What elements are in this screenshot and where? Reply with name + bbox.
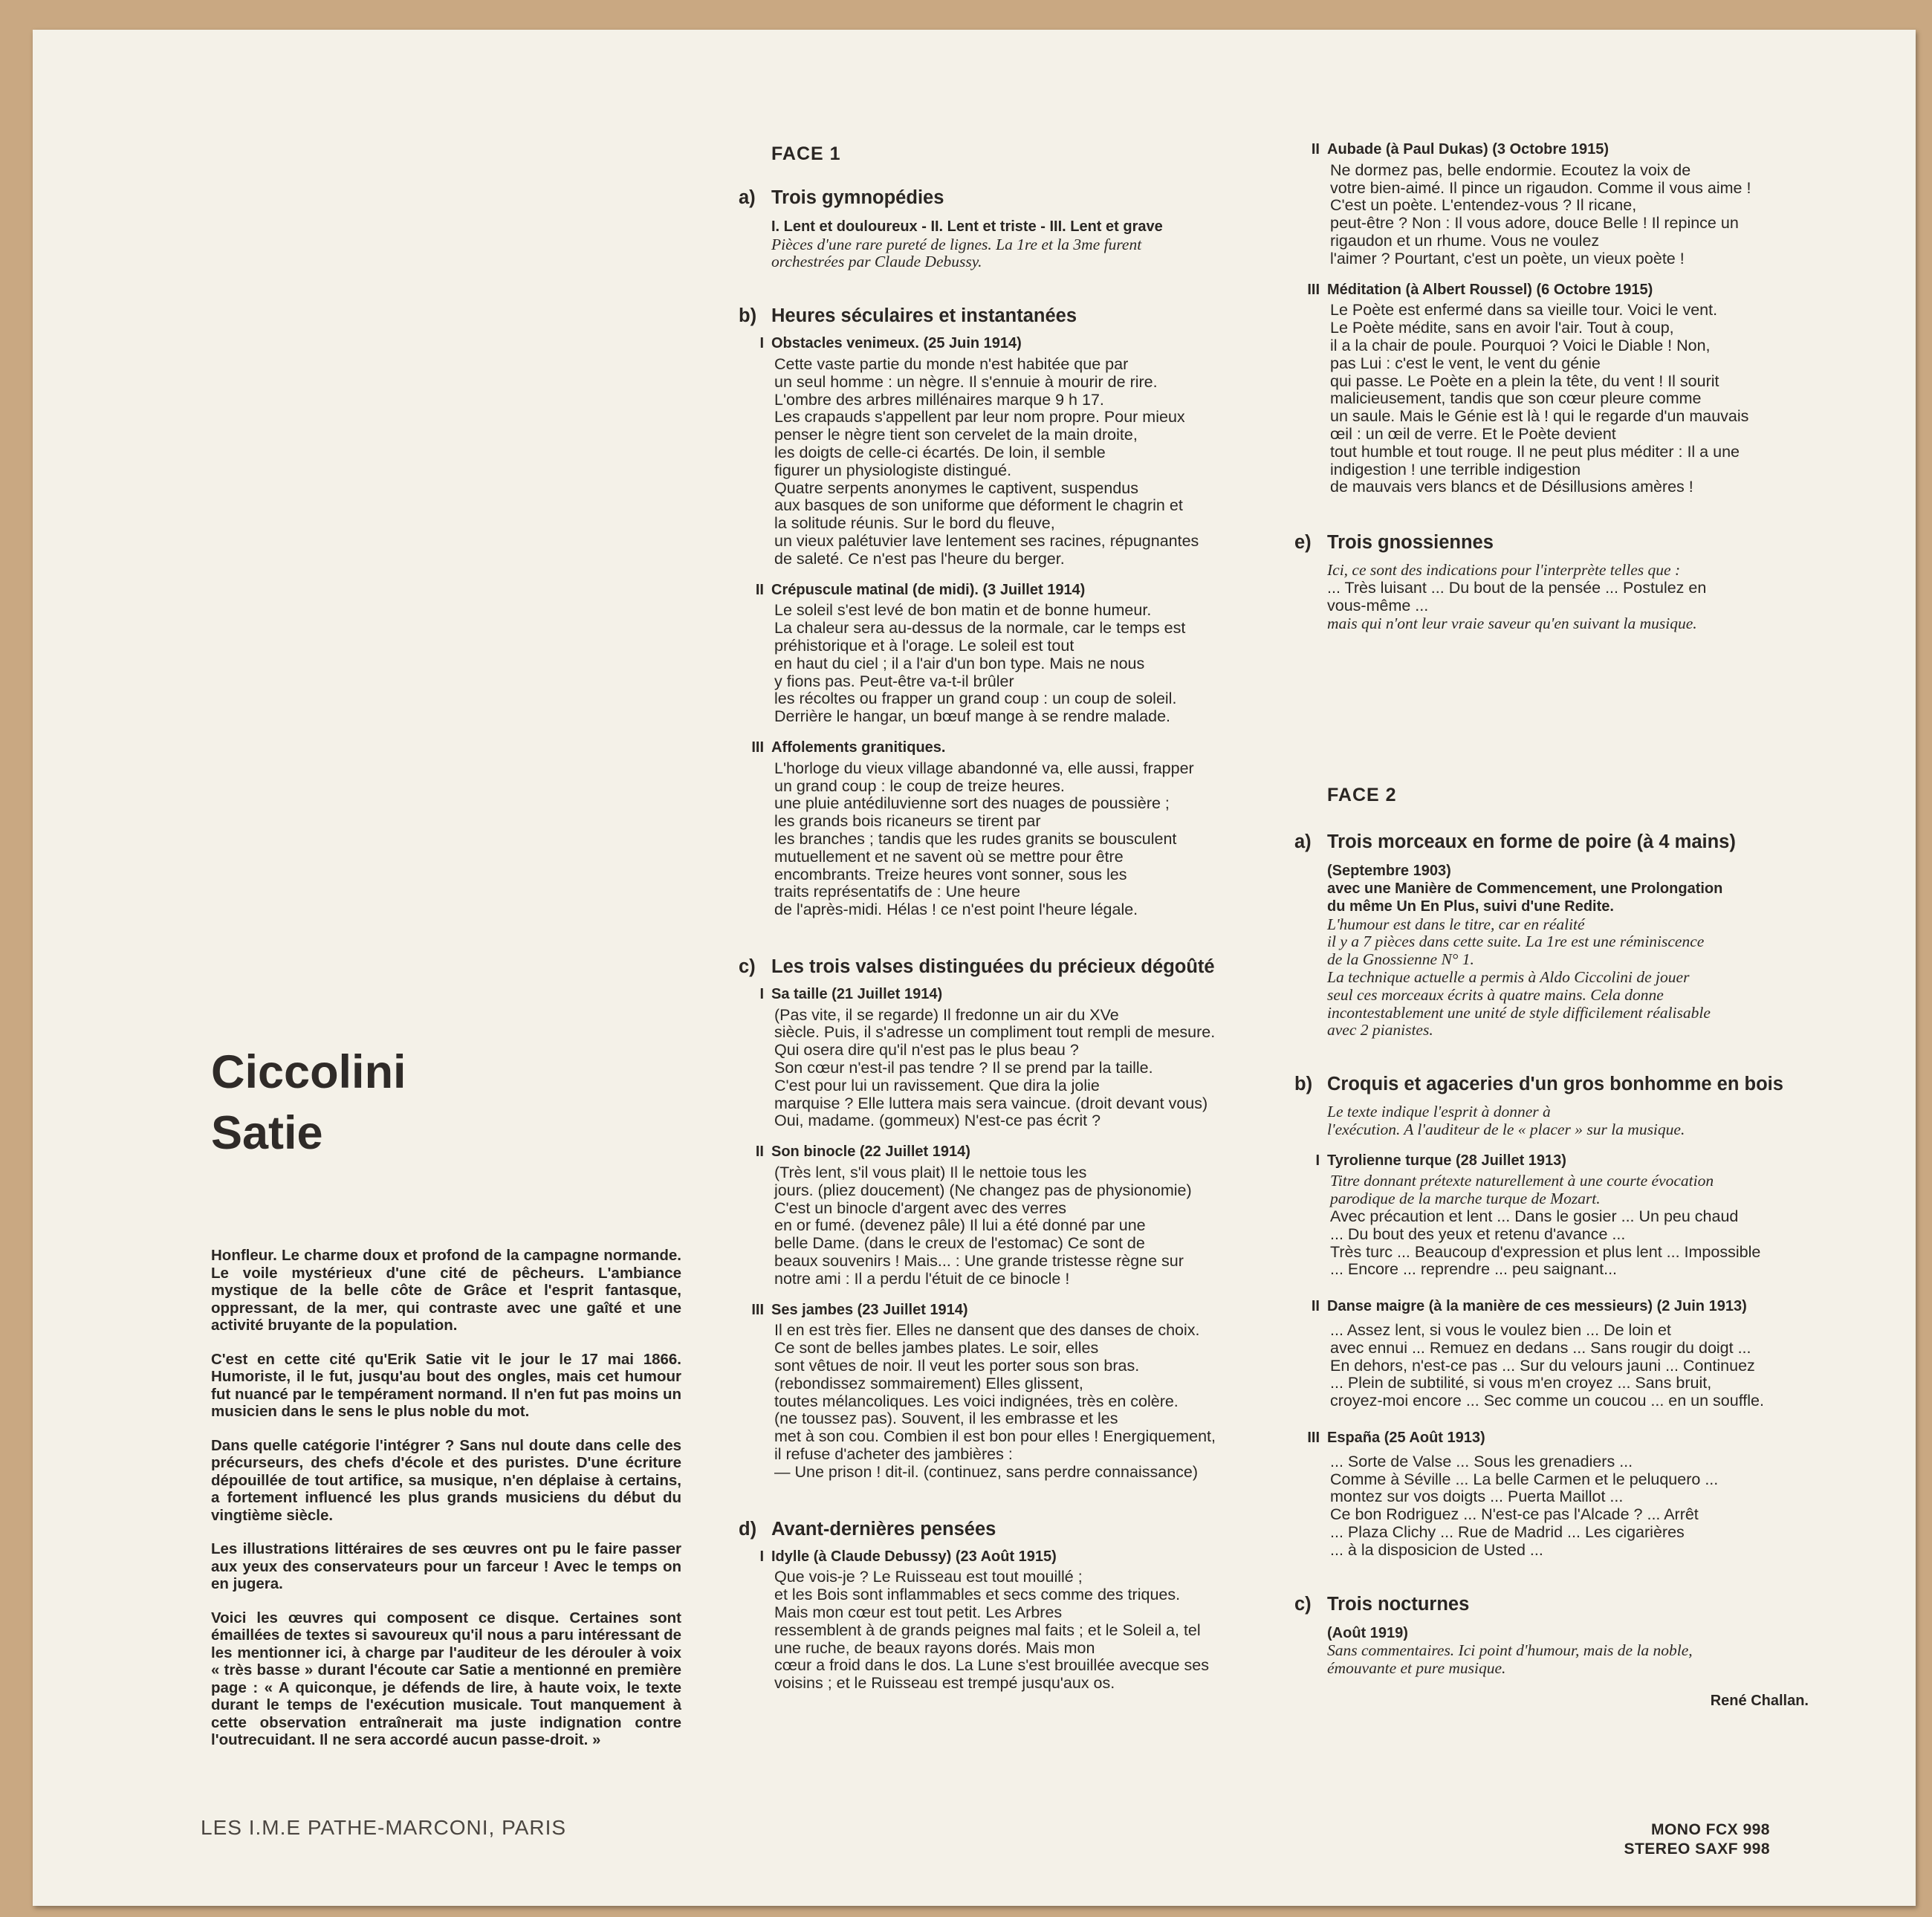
section-a bbox=[739, 186, 1244, 271]
catalog-stereo: STEREO SAXF 998 bbox=[1624, 1840, 1770, 1858]
text-line: Ce sont de belles jambes plates. Le soir, elles bbox=[774, 1339, 1099, 1358]
section-c bbox=[1294, 1592, 1809, 1710]
section-title: Trois gnossiennes bbox=[1327, 532, 1494, 554]
text-line: malicieusement, tandis que son cœur pleure comme bbox=[1330, 389, 1702, 408]
text-line: en or fumé. (devenez pâle) Il lui a été donné par une bbox=[774, 1216, 1146, 1235]
piece-title: Sa taille (21 Juillet 1914) bbox=[771, 985, 943, 1002]
text-line: belle Dame. (dans le creux de l'estomac) Ce sont de bbox=[774, 1234, 1145, 1253]
section-b bbox=[739, 304, 1244, 919]
section-letter: b) bbox=[739, 305, 757, 327]
text-line: de saleté. Ce n'est pas l'heure du berger. bbox=[774, 549, 1065, 568]
section-letter: c) bbox=[1294, 1593, 1312, 1615]
piece bbox=[739, 1144, 1244, 1288]
section-letter: a) bbox=[739, 186, 756, 208]
text-line: marquise ? Elle luttera mais sera vaincue. (droit devant vous) bbox=[774, 1094, 1208, 1112]
piece bbox=[1294, 141, 1809, 268]
text-line: il refuse d'acheter des jambières : bbox=[774, 1445, 1013, 1464]
section-title: Trois nocturnes bbox=[1327, 1593, 1470, 1615]
text-line: Le Poète médite, sans en avoir l'air. Tout à coup, bbox=[1330, 319, 1674, 337]
text-line: une ruche, de beaux rayons dorés. Mais mon bbox=[774, 1638, 1095, 1657]
text-line: peut-être ? Non : Il vous adore, douce Belle ! Il repince un bbox=[1330, 214, 1739, 233]
section-title: Trois morceaux en forme de poire (à 4 mains) bbox=[1327, 831, 1736, 853]
subtitle: I. Lent et douloureux - II. Lent et triste - III. Lent et grave bbox=[771, 218, 1163, 235]
piece-text bbox=[1327, 302, 1809, 496]
text-line: les branches ; tandis que les rudes granits se bousculent bbox=[774, 829, 1177, 848]
text-line: tout humble et tout rouge. Il ne peut plus méditer : Il a une bbox=[1330, 442, 1740, 461]
text-line: Le soleil s'est levé de bon matin et de bonne humeur. bbox=[774, 601, 1152, 620]
note: parodique de la marche turque de Mozart. bbox=[1330, 1190, 1601, 1208]
text-line: préhistorique et à l'orage. Le soleil est tout bbox=[774, 636, 1074, 655]
liner-paragraph: C'est en cette cité qu'Erik Satie vit le jour le 17 mai 1866. Humoriste, il le fut, jusqu'au bout des ongles, mais cet humour fut nuancé par le tempérament normand. Il n'en fut pas moins un musicien dans le sens le plus noble du mot. bbox=[211, 1350, 681, 1420]
text-line: ... Plein de subtilité, si vous m'en croyez ... Sans bruit, bbox=[1330, 1374, 1712, 1392]
piece-title: Crépuscule matinal (de midi). (3 Juillet 1914) bbox=[771, 581, 1086, 598]
note: L'humour est dans le titre, car en réalité bbox=[1327, 915, 1585, 933]
text-line: la solitude réunis. Sur le bord du fleuve, bbox=[774, 514, 1055, 533]
liner-paragraph: Les illustrations littéraires de ses œuvres ont pu le faire passer aux yeux des conservateurs pour un farceur ! Avec le temps on en jugera. bbox=[211, 1540, 681, 1592]
text-line: ... Encore ... reprendre ... peu saignant... bbox=[1330, 1260, 1618, 1279]
piece bbox=[1294, 1430, 1809, 1560]
piece-text bbox=[771, 1322, 1244, 1481]
note: Ici, ce sont des indications pour l'interprète telles que : bbox=[1327, 561, 1681, 580]
text-line: (Très lent, s'il vous plait) Il le nettoie tous les bbox=[774, 1164, 1087, 1182]
piece-text bbox=[1327, 1453, 1809, 1560]
text-line: les grands bois ricaneurs se tirent par bbox=[774, 812, 1041, 831]
catalog-numbers bbox=[1624, 1820, 1770, 1859]
text-line: une pluie antédiluvienne sort des nuages de poussière ; bbox=[774, 794, 1170, 813]
liner-paragraph: Dans quelle catégorie l'intégrer ? Sans nul doute dans celle des précurseurs, des chefs d'école et des puristes. D'une écriture dépouillée de tout artifice, sa musique, n'en déplaise à certains, a fortement influencé les plus grands musiciens du début du vingtième siècle. bbox=[211, 1436, 681, 1524]
section-a bbox=[1294, 830, 1809, 1039]
right-column bbox=[1294, 141, 1809, 1710]
piece-number: III bbox=[751, 1301, 764, 1318]
text-line: ressemblent à de grands peignes mal faits ; et le Soleil a, tel bbox=[774, 1621, 1201, 1639]
record-label: LES I.M.E PATHE-MARCONI, PARIS bbox=[201, 1816, 567, 1839]
piece-title: España (25 Août 1913) bbox=[1327, 1430, 1485, 1447]
piece-text bbox=[1327, 1172, 1809, 1279]
piece-number: III bbox=[1307, 1430, 1320, 1447]
piece-title: Danse maigre (à la manière de ces messieurs) (2 Juin 1913) bbox=[1327, 1298, 1747, 1315]
piece bbox=[739, 582, 1244, 726]
liner-paragraph: Voici les œuvres qui composent ce disque. Certaines sont émaillées de textes si savoureux qu'il nous a paru intéressant de les mentionner ici, à charge par l'auditeur de les dérouler à voix « très basse » durant l'écoute car Satie a mentionné en première page : « A quiconque, je défends de lire, à haute voix, le texte durant le temps de l'exécution musicale. Tout manquement à cette observation entraînerait ma juste indignation contre l'outrecuidant. Il ne sera accordé aucun passe-droit. » bbox=[211, 1609, 681, 1748]
text-line: un vieux palétuvier lave lentement ses racines, répugnantes bbox=[774, 531, 1199, 550]
section-letter: d) bbox=[739, 1518, 757, 1540]
text-line: aux basques de son uniforme que déforment le chagrin et bbox=[774, 496, 1183, 515]
text-line: de l'après-midi. Hélas ! ce n'est point l'heure légale. bbox=[774, 901, 1138, 919]
text-line: met à son cou. Combien il est bon pour elles ! Energiquement, bbox=[774, 1427, 1216, 1446]
text-line: siècle. Puis, il s'adresse un compliment tout rempli de mesure. bbox=[774, 1023, 1216, 1042]
composer-name: Satie bbox=[211, 1107, 323, 1159]
text-line: (Pas vite, il se regarde) Il fredonne un air du XVe bbox=[774, 1005, 1119, 1024]
piece bbox=[739, 739, 1244, 919]
text-line: (rebondissez sommairement) Elles glissent, bbox=[774, 1374, 1083, 1392]
text-line: notre ami : Il a perdu l'étuit de ce binocle ! bbox=[774, 1269, 1070, 1288]
text-line: un saule. Mais le Génie est là ! qui le regarde d'un mauvais bbox=[1330, 407, 1749, 426]
text-line: Son cœur n'est-il pas tendre ? Il se prend par la taille. bbox=[774, 1059, 1153, 1077]
piece-number: II bbox=[1311, 1298, 1320, 1315]
text-line: montez sur vos doigts ... Puerta Maillot ... bbox=[1330, 1488, 1624, 1506]
piece bbox=[1294, 282, 1809, 497]
text-line: sont vêtues de noir. Il veut les porter sous son bras. bbox=[774, 1357, 1140, 1375]
text-line: il a la chair de poule. Pourquoi ? Voici le Diable ! Non, bbox=[1330, 336, 1711, 354]
text-line: l'aimer ? Pourtant, c'est un poète, un vieux poète ! bbox=[1330, 249, 1685, 267]
note: mais qui n'ont leur vraie saveur qu'en suivant la musique. bbox=[1327, 614, 1697, 632]
bold-line: avec une Manière de Commencement, une Prolongation bbox=[1327, 880, 1723, 897]
piece-number: II bbox=[1311, 141, 1320, 158]
section-title: Trois gymnopédies bbox=[771, 186, 944, 208]
text-line: et les Bois sont inflammables et secs comme des triques. bbox=[774, 1586, 1181, 1604]
text-line: jours. (pliez doucement) (Ne changez pas de physionomie) bbox=[774, 1181, 1192, 1199]
piece-number: III bbox=[751, 739, 764, 756]
note: émouvante et pure musique. bbox=[1327, 1659, 1506, 1678]
note: de la Gnossienne N° 1. bbox=[1327, 950, 1474, 969]
note: avec 2 pianistes. bbox=[1327, 1021, 1433, 1039]
text-line: L'horloge du vieux village abandonné va, elle aussi, frapper bbox=[774, 759, 1194, 777]
bold-line: du même Un En Plus, suivi d'une Redite. bbox=[1327, 898, 1614, 915]
text-line: les doigts de celle-ci écartés. De loin, il semble bbox=[774, 443, 1106, 461]
text-line: de mauvais vers blancs et de Désillusions amères ! bbox=[1330, 478, 1693, 496]
piece bbox=[739, 986, 1244, 1130]
text-line: voisins ; et le Ruisseau est trempé jusqu'aux os. bbox=[774, 1674, 1115, 1693]
liner-notes bbox=[211, 1247, 681, 1765]
section-text bbox=[1294, 863, 1809, 1039]
text-line: Comme à Séville ... La belle Carmen et le peluquero ... bbox=[1330, 1470, 1719, 1488]
piece-text bbox=[771, 356, 1244, 568]
piece-title: Idylle (à Claude Debussy) (23 Août 1915) bbox=[771, 1548, 1057, 1565]
text-line: encombrants. Treize heures vont sonner, sous les bbox=[774, 865, 1127, 883]
text-line: Derrière le hangar, un bœuf mange à se rendre malade. bbox=[774, 707, 1171, 726]
text-line: penser le nègre tient son cervelet de la main droite, bbox=[774, 426, 1138, 444]
album-back-cover bbox=[33, 30, 1916, 1906]
liner-paragraph: Honfleur. Le charme doux et profond de la campagne normande. Le voile mystérieux d'une cité de pêcheurs. L'ambiance mystique de la belle côte de Grâce et l'esprit fantasque, oppressant, de la mer, qui contraste avec une gaîté et une activité bruyante de la population. bbox=[211, 1247, 681, 1334]
text-line: En dehors, n'est-ce pas ... Sur du velours jauni ... Continuez bbox=[1330, 1356, 1755, 1375]
note: Pièces d'une rare pureté de lignes. La 1re et la 3me furent bbox=[771, 235, 1142, 253]
catalog-mono: MONO FCX 998 bbox=[1650, 1821, 1770, 1838]
text-line: Le Poète est enfermé dans sa vieille tour. Voici le vent. bbox=[1330, 301, 1718, 320]
piece-text bbox=[771, 1164, 1244, 1288]
text-line: traits représentatifs de : Une heure bbox=[774, 883, 1021, 901]
text-line: y fions pas. Peut-être va-t-il brûler bbox=[774, 672, 1014, 690]
text-line: vous-même ... bbox=[1327, 596, 1429, 614]
text-line: Que vois-je ? Le Ruisseau est tout mouillé ; bbox=[774, 1568, 1083, 1586]
section-letter: a) bbox=[1294, 831, 1312, 853]
piece-number: II bbox=[755, 1144, 764, 1161]
text-line: œil : un œil de verre. Et le Poète devient bbox=[1330, 424, 1616, 443]
section-e bbox=[1294, 531, 1809, 632]
piece-title: Ses jambes (23 Juillet 1914) bbox=[771, 1301, 968, 1318]
text-line: Il en est très fier. Elles ne dansent que des danses de choix. bbox=[774, 1321, 1200, 1340]
text-line: ... Du bout des yeux et retenu d'avance ... bbox=[1330, 1225, 1626, 1243]
text-line: C'est pour lui un ravissement. Que dira la jolie bbox=[774, 1076, 1100, 1094]
text-line: Très turc ... Beaucoup d'expression et plus lent ... Impossible bbox=[1330, 1242, 1761, 1261]
text-line: ... Plaza Clichy ... Rue de Madrid ... Les cigarières bbox=[1330, 1523, 1685, 1542]
piece-title: Aubade (à Paul Dukas) (3 Octobre 1915) bbox=[1327, 141, 1610, 158]
text-line: (ne toussez pas). Souvent, il les embrasse et les bbox=[774, 1410, 1118, 1428]
section-letter: b) bbox=[1294, 1074, 1313, 1095]
text-line: C'est un binocle d'argent avec des verres bbox=[774, 1198, 1067, 1217]
note: orchestrées par Claude Debussy. bbox=[771, 253, 982, 271]
text-line: avec ennui ... Remuez en dedans ... Sans rougir du doigt ... bbox=[1330, 1338, 1751, 1357]
text-line: La chaleur sera au-dessus de la normale, car le temps est bbox=[774, 619, 1186, 638]
text-line: ... Sorte de Valse ... Sous les grenadiers ... bbox=[1330, 1452, 1633, 1470]
text-line: L'ombre des arbres millénaires marque 9 h 17. bbox=[774, 390, 1104, 409]
piece bbox=[1294, 1152, 1809, 1279]
piece-title: Tyrolienne turque (28 Juillet 1913) bbox=[1327, 1152, 1566, 1169]
bold-line: (Septembre 1903) bbox=[1327, 863, 1451, 880]
piece-title: Son binocle (22 Juillet 1914) bbox=[771, 1144, 970, 1161]
section-title: Croquis et agaceries d'un gros bonhomme en bois bbox=[1327, 1074, 1783, 1095]
text-line: C'est un poète. L'entendez-vous ? Il ricane, bbox=[1330, 196, 1637, 215]
text-line: toutes mélancoliques. Les voici indignées, très en colère. bbox=[774, 1392, 1179, 1410]
note: Le texte indique l'esprit à donner à bbox=[1327, 1103, 1551, 1121]
text-line: pas Lui : c'est le vent, le vent du génie bbox=[1330, 354, 1601, 372]
text-line: Cette vaste partie du monde n'est habitée que par bbox=[774, 354, 1129, 373]
author-signature: René Challan. bbox=[1710, 1693, 1809, 1710]
piece-text bbox=[771, 602, 1244, 726]
piece-number: II bbox=[755, 581, 764, 598]
section-title: Heures séculaires et instantanées bbox=[771, 305, 1077, 327]
text-line: mutuellement et ne savent où se mettre pour être bbox=[774, 847, 1124, 866]
piece-number: I bbox=[759, 985, 764, 1002]
section-b bbox=[1294, 1072, 1809, 1560]
note: seul ces morceaux écrits à quatre mains. Cela donne bbox=[1327, 985, 1664, 1004]
piece-title: Obstacles venimeux. (25 Juin 1914) bbox=[771, 335, 1022, 352]
text-line: beaux souvenirs ! Mais... : Une grande tristesse règne sur bbox=[774, 1252, 1184, 1271]
face2-heading: FACE 2 bbox=[1327, 785, 1397, 806]
text-line: figurer un physiologiste distingué. bbox=[774, 461, 1012, 479]
section-letter: e) bbox=[1294, 532, 1312, 554]
piece-text bbox=[1327, 162, 1809, 268]
note: l'exécution. A l'auditeur de le « placer » sur la musique. bbox=[1327, 1120, 1685, 1138]
artist-title bbox=[211, 1042, 406, 1164]
text-line: qui passe. Le Poète en a plein la tête, du vent ! Il sourit bbox=[1330, 372, 1719, 390]
face1-column bbox=[739, 141, 1244, 1693]
face1-heading: FACE 1 bbox=[771, 143, 841, 164]
piece bbox=[739, 1302, 1244, 1482]
text-line: Ce bon Rodriguez ... N'est-ce pas l'Alcade ? ... Arrêt bbox=[1330, 1505, 1699, 1524]
text-line: Les crapauds s'appellent par leur nom propre. Pour mieux bbox=[774, 408, 1185, 426]
piece bbox=[739, 335, 1244, 568]
text-line: Mais mon cœur est tout petit. Les Arbres bbox=[774, 1603, 1063, 1621]
section-title: Avant-dernières pensées bbox=[771, 1518, 996, 1540]
text-line: ... Très luisant ... Du bout de la pensée ... Postulez en bbox=[1327, 578, 1707, 597]
text-line: les récoltes ou frapper un grand coup : un coup de soleil. bbox=[774, 690, 1177, 708]
note: il y a 7 pièces dans cette suite. La 1re est une réminiscence bbox=[1327, 932, 1705, 951]
piece-text bbox=[771, 760, 1244, 919]
text-line: un seul homme : un nègre. Il s'ennuie à mourir de rire. bbox=[774, 372, 1158, 391]
piece bbox=[1294, 1298, 1809, 1410]
text-line: ... Assez lent, si vous le voulez bien ... De loin et bbox=[1330, 1321, 1671, 1340]
text-line: Oui, madame. (gommeux) N'est-ce pas écrit ? bbox=[774, 1112, 1101, 1130]
note: Titre donnant prétexte naturellement à une courte évocation bbox=[1330, 1172, 1714, 1190]
piece-text bbox=[771, 1569, 1244, 1693]
text-line: Quatre serpents anonymes le captivent, suspendus bbox=[774, 479, 1139, 497]
section-title: Les trois valses distinguées du précieux dégoûté bbox=[771, 956, 1215, 977]
section-d bbox=[739, 1517, 1244, 1693]
piece-title: Affolements granitiques. bbox=[771, 739, 946, 756]
section-c bbox=[739, 955, 1244, 1482]
text-line: cœur a froid dans le dos. La Lune s'est brouillée avecque ses bbox=[774, 1656, 1209, 1675]
piece-number: I bbox=[759, 1548, 764, 1565]
piece-number: III bbox=[1307, 281, 1320, 298]
text-line: en haut du ciel ; il a l'air d'un bon type. Mais ne nous bbox=[774, 654, 1145, 672]
text-line: un grand coup : le coup de treize heures. bbox=[774, 776, 1065, 795]
piece-number: I bbox=[759, 335, 764, 352]
text-line: Avec précaution et lent ... Dans le gosier ... Un peu chaud bbox=[1330, 1207, 1739, 1226]
text-line: Ne dormez pas, belle endormie. Ecoutez la voix de bbox=[1330, 160, 1691, 179]
text-line: indigestion ! une terrible indigestion bbox=[1330, 460, 1581, 479]
text-line: ... à la disposicion de Usted ... bbox=[1330, 1540, 1543, 1559]
section-letter: c) bbox=[739, 956, 756, 977]
artist-name: Ciccolini bbox=[211, 1046, 406, 1098]
text-line: votre bien-aimé. Il pince un rigaudon. Comme il vous aime ! bbox=[1330, 178, 1751, 197]
text-line: — Une prison ! dit-il. (continuez, sans perdre connaissance) bbox=[774, 1462, 1199, 1481]
date: (Août 1919) bbox=[1327, 1624, 1408, 1641]
note: incontestablement une unité de style difficilement réalisable bbox=[1327, 1003, 1711, 1022]
note: La technique actuelle a permis à Aldo Ciccolini de jouer bbox=[1327, 967, 1690, 986]
text-line: Qui osera dire qu'il n'est pas le plus beau ? bbox=[774, 1041, 1079, 1060]
piece bbox=[739, 1548, 1244, 1693]
piece-title: Méditation (à Albert Roussel) (6 Octobre 1915) bbox=[1327, 281, 1653, 298]
text-line: croyez-moi encore ... Sec comme un coucou ... en un souffle. bbox=[1330, 1392, 1764, 1410]
note: Sans commentaires. Ici point d'humour, mais de la noble, bbox=[1327, 1641, 1693, 1660]
piece-text bbox=[1327, 1322, 1809, 1410]
piece-text bbox=[771, 1007, 1244, 1131]
piece-number: I bbox=[1315, 1152, 1320, 1169]
text-line: rigaudon et un rhume. Vous ne voulez bbox=[1330, 231, 1600, 250]
